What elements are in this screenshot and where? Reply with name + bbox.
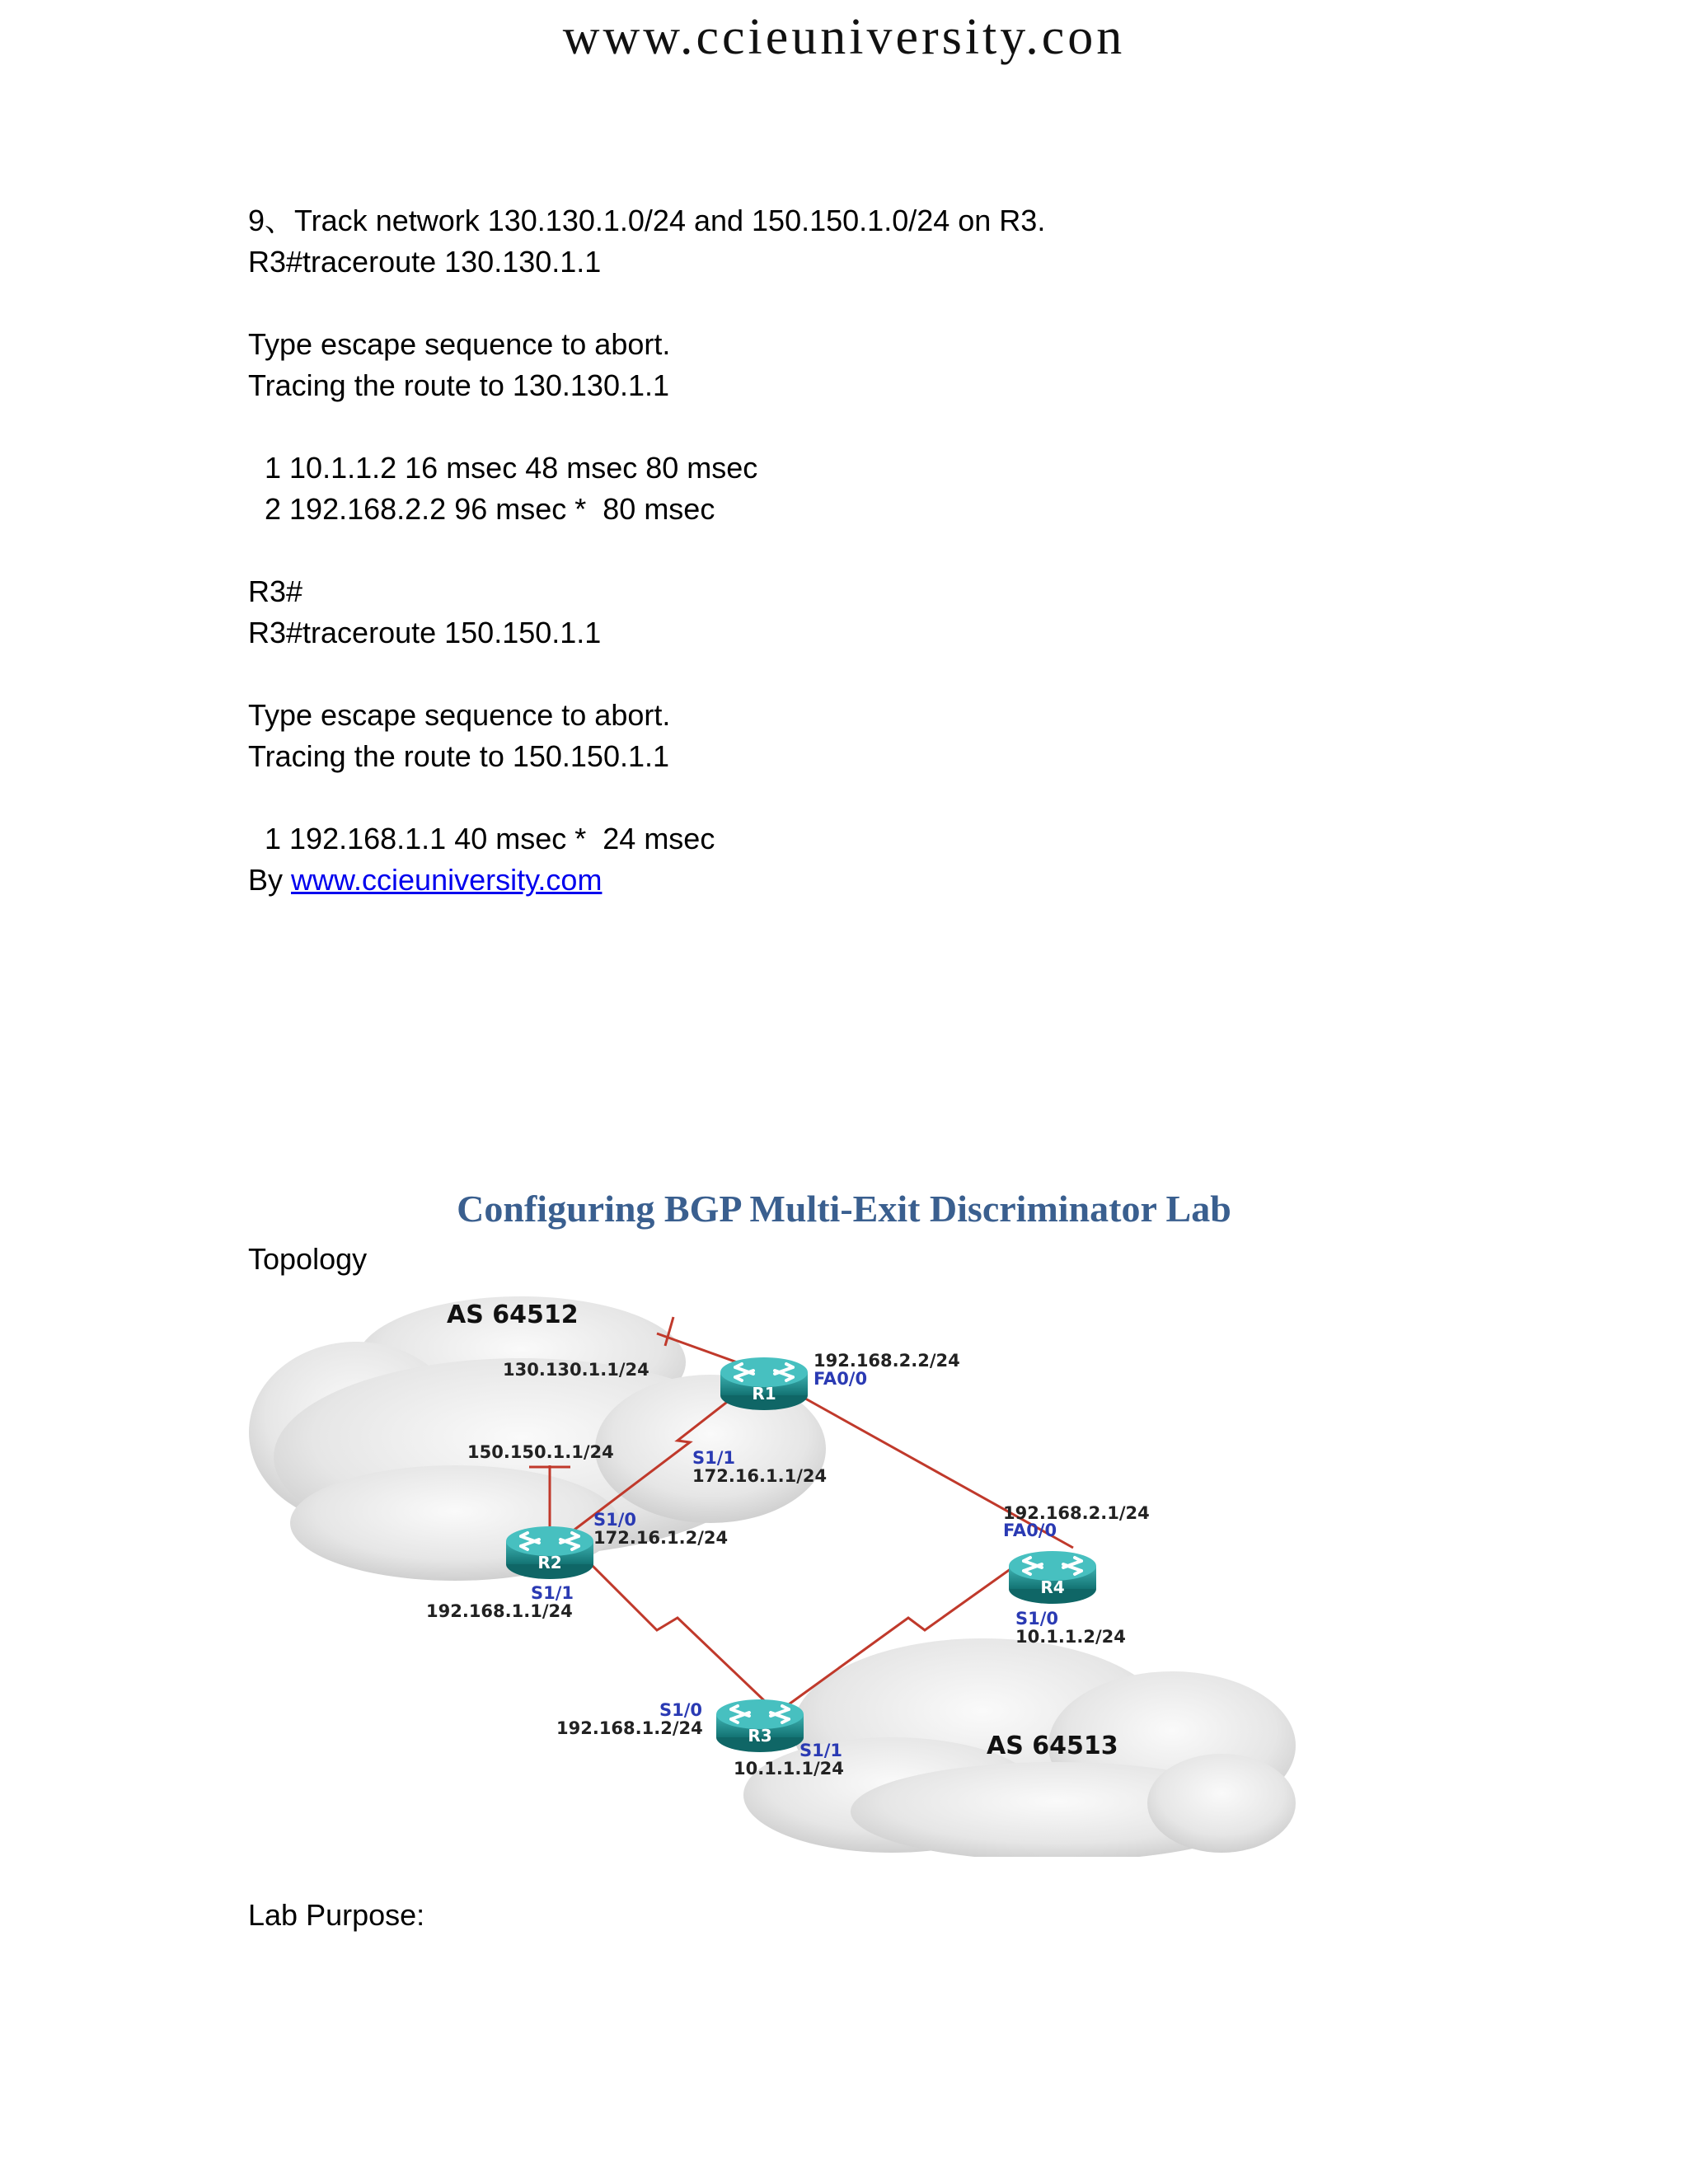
- r2-s10-interface: S1/0: [593, 1510, 637, 1530]
- r2-s11-interface: S1/1: [531, 1583, 574, 1603]
- r2-s10-ip: 172.16.1.2/24: [593, 1528, 729, 1548]
- r2-s11-ip: 192.168.1.1/24: [426, 1601, 573, 1621]
- text-line: 9、Track network 130.130.1.0/24 and 150.150.1.0/24 on R3.: [248, 204, 1046, 237]
- r4-fa-interface: FA0/0: [1003, 1521, 1057, 1540]
- r1-fa-ip: 192.168.2.2/24: [814, 1351, 960, 1371]
- r3-s11-interface: S1/1: [799, 1741, 843, 1760]
- text-line: R3#traceroute 150.150.1.1: [248, 616, 602, 649]
- text-line: R3#traceroute 130.130.1.1: [248, 245, 602, 279]
- text-line: R3#: [248, 574, 303, 608]
- text-line: Type escape sequence to abort.: [248, 327, 671, 361]
- topology-label: Topology: [248, 1242, 368, 1276]
- r4-serial-interface: S1/0: [1015, 1609, 1059, 1629]
- router-r3-name: R3: [748, 1726, 772, 1746]
- text-line: 1 192.168.1.1 40 msec * 24 msec: [248, 822, 715, 855]
- router-r2-name: R2: [537, 1553, 562, 1572]
- r1-loopback-ip: 130.130.1.1/24: [503, 1360, 649, 1380]
- as-64512-label: AS 64512: [447, 1301, 579, 1329]
- r4-serial-ip: 10.1.1.2/24: [1015, 1627, 1126, 1647]
- byline-prefix: By: [248, 863, 292, 897]
- topology-diagram: [249, 1284, 1296, 1857]
- text-line: [248, 283, 1045, 324]
- traceroute-output: [248, 200, 1045, 901]
- text-line: [248, 777, 1045, 818]
- r2-loopback-ip: 150.150.1.1/24: [467, 1442, 614, 1462]
- website-link[interactable]: www.ccieuniversity.com: [291, 863, 603, 897]
- text-line: Tracing the route to 130.130.1.1: [248, 368, 670, 402]
- as-64513-label: AS 64513: [987, 1732, 1118, 1760]
- r1-serial-ip: 172.16.1.1/24: [692, 1466, 828, 1486]
- r3-s10-interface: S1/0: [659, 1700, 703, 1720]
- r1-serial-interface: S1/1: [692, 1448, 736, 1468]
- r4-fa-ip: 192.168.2.1/24: [1003, 1503, 1150, 1523]
- text-line: Type escape sequence to abort.: [248, 698, 671, 732]
- r1-fa-interface: FA0/0: [814, 1369, 868, 1389]
- link-r2-r3: [574, 1548, 768, 1704]
- lab-title: Configuring BGP Multi-Exit Discriminator Lab: [457, 1188, 1231, 1230]
- byline: [248, 860, 1045, 901]
- page-header-site: www.ccieuniversity.con: [562, 9, 1126, 65]
- text-line: 2 192.168.2.2 96 msec * 80 msec: [248, 492, 715, 526]
- text-line: [248, 530, 1045, 571]
- text-line: 1 10.1.1.2 16 msec 48 msec 80 msec: [248, 451, 758, 485]
- text-line: Tracing the route to 150.150.1.1: [248, 739, 670, 773]
- text-line: [248, 406, 1045, 448]
- r3-s11-ip: 10.1.1.1/24: [734, 1759, 844, 1779]
- router-r1-name: R1: [752, 1384, 776, 1404]
- text-line: [248, 654, 1045, 695]
- lab-purpose-label: Lab Purpose:: [248, 1898, 425, 1932]
- router-r4-name: R4: [1040, 1577, 1065, 1597]
- r3-s10-ip: 192.168.1.2/24: [556, 1718, 703, 1738]
